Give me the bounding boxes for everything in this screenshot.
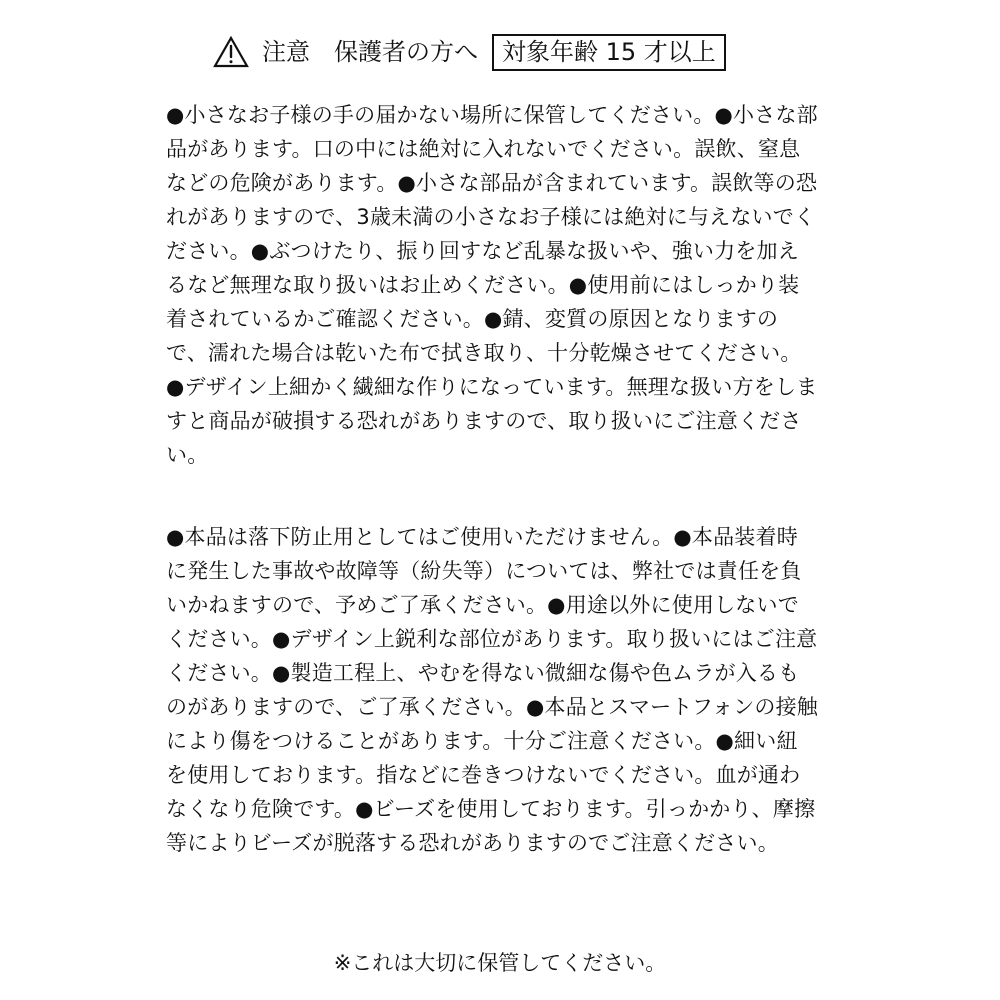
warning-paragraph-2: ●本品は落下防止用としてはご使用いただけません。●本品装着時に発生した事故や故障等（紛失等）については、弊社では責任を負いかねますので、予めご了承ください。●用途以外に使用しないでください。●デザイン上鋭利な部位があります。取り扱いにはご注意ください。●製造工程上、やむを得ない微細な傷や色ムラが入るものがありますので、ご了承ください。●本品とスマートフォンの接触により傷をつけることがあります。十分ご注意ください。●細い紐を使用しております。指などに巻きつけないでください。血が通わなくなり危険です。●ビーズを使用しております。引っかかり、摩擦等によりビーズが脱落する恐れがありますのでご注意ください。 xyxy=(166,525,819,855)
warning-triangle-icon xyxy=(212,35,250,69)
age-notice-box: 対象年齢 15 才以上 xyxy=(492,34,726,71)
warning-paragraph-1: ●小さなお子様の手の届かない場所に保管してください。●小さな部品があります。口の中には絶対に入れないでください。誤飲、窒息などの危険があります。●小さな部品が含まれています。誤飲等の恐れがありますので、3歳未満の小さなお子様には絶対に与えないでください。●ぶつけたり、振り回すなど乱暴な扱いや、強い力を加えるなど無理な取り扱いはお止めください。●使用前にはしっかり装着されているかご確認ください。●錆、変質の原因となりますので、濡れた場合は乾いた布で拭き取り、十分乾燥させてください。●デザイン上細かく繊細な作りになっています。無理な扱い方をしますと商品が破損する恐れがありますので、取り扱いにご注意ください。 xyxy=(166,103,818,467)
guardian-label: 保護者の方へ xyxy=(334,38,478,66)
storage-note: ※これは大切に保管してください。 xyxy=(333,951,667,975)
warning-header xyxy=(212,32,772,72)
caution-label: 注意 xyxy=(262,38,310,66)
